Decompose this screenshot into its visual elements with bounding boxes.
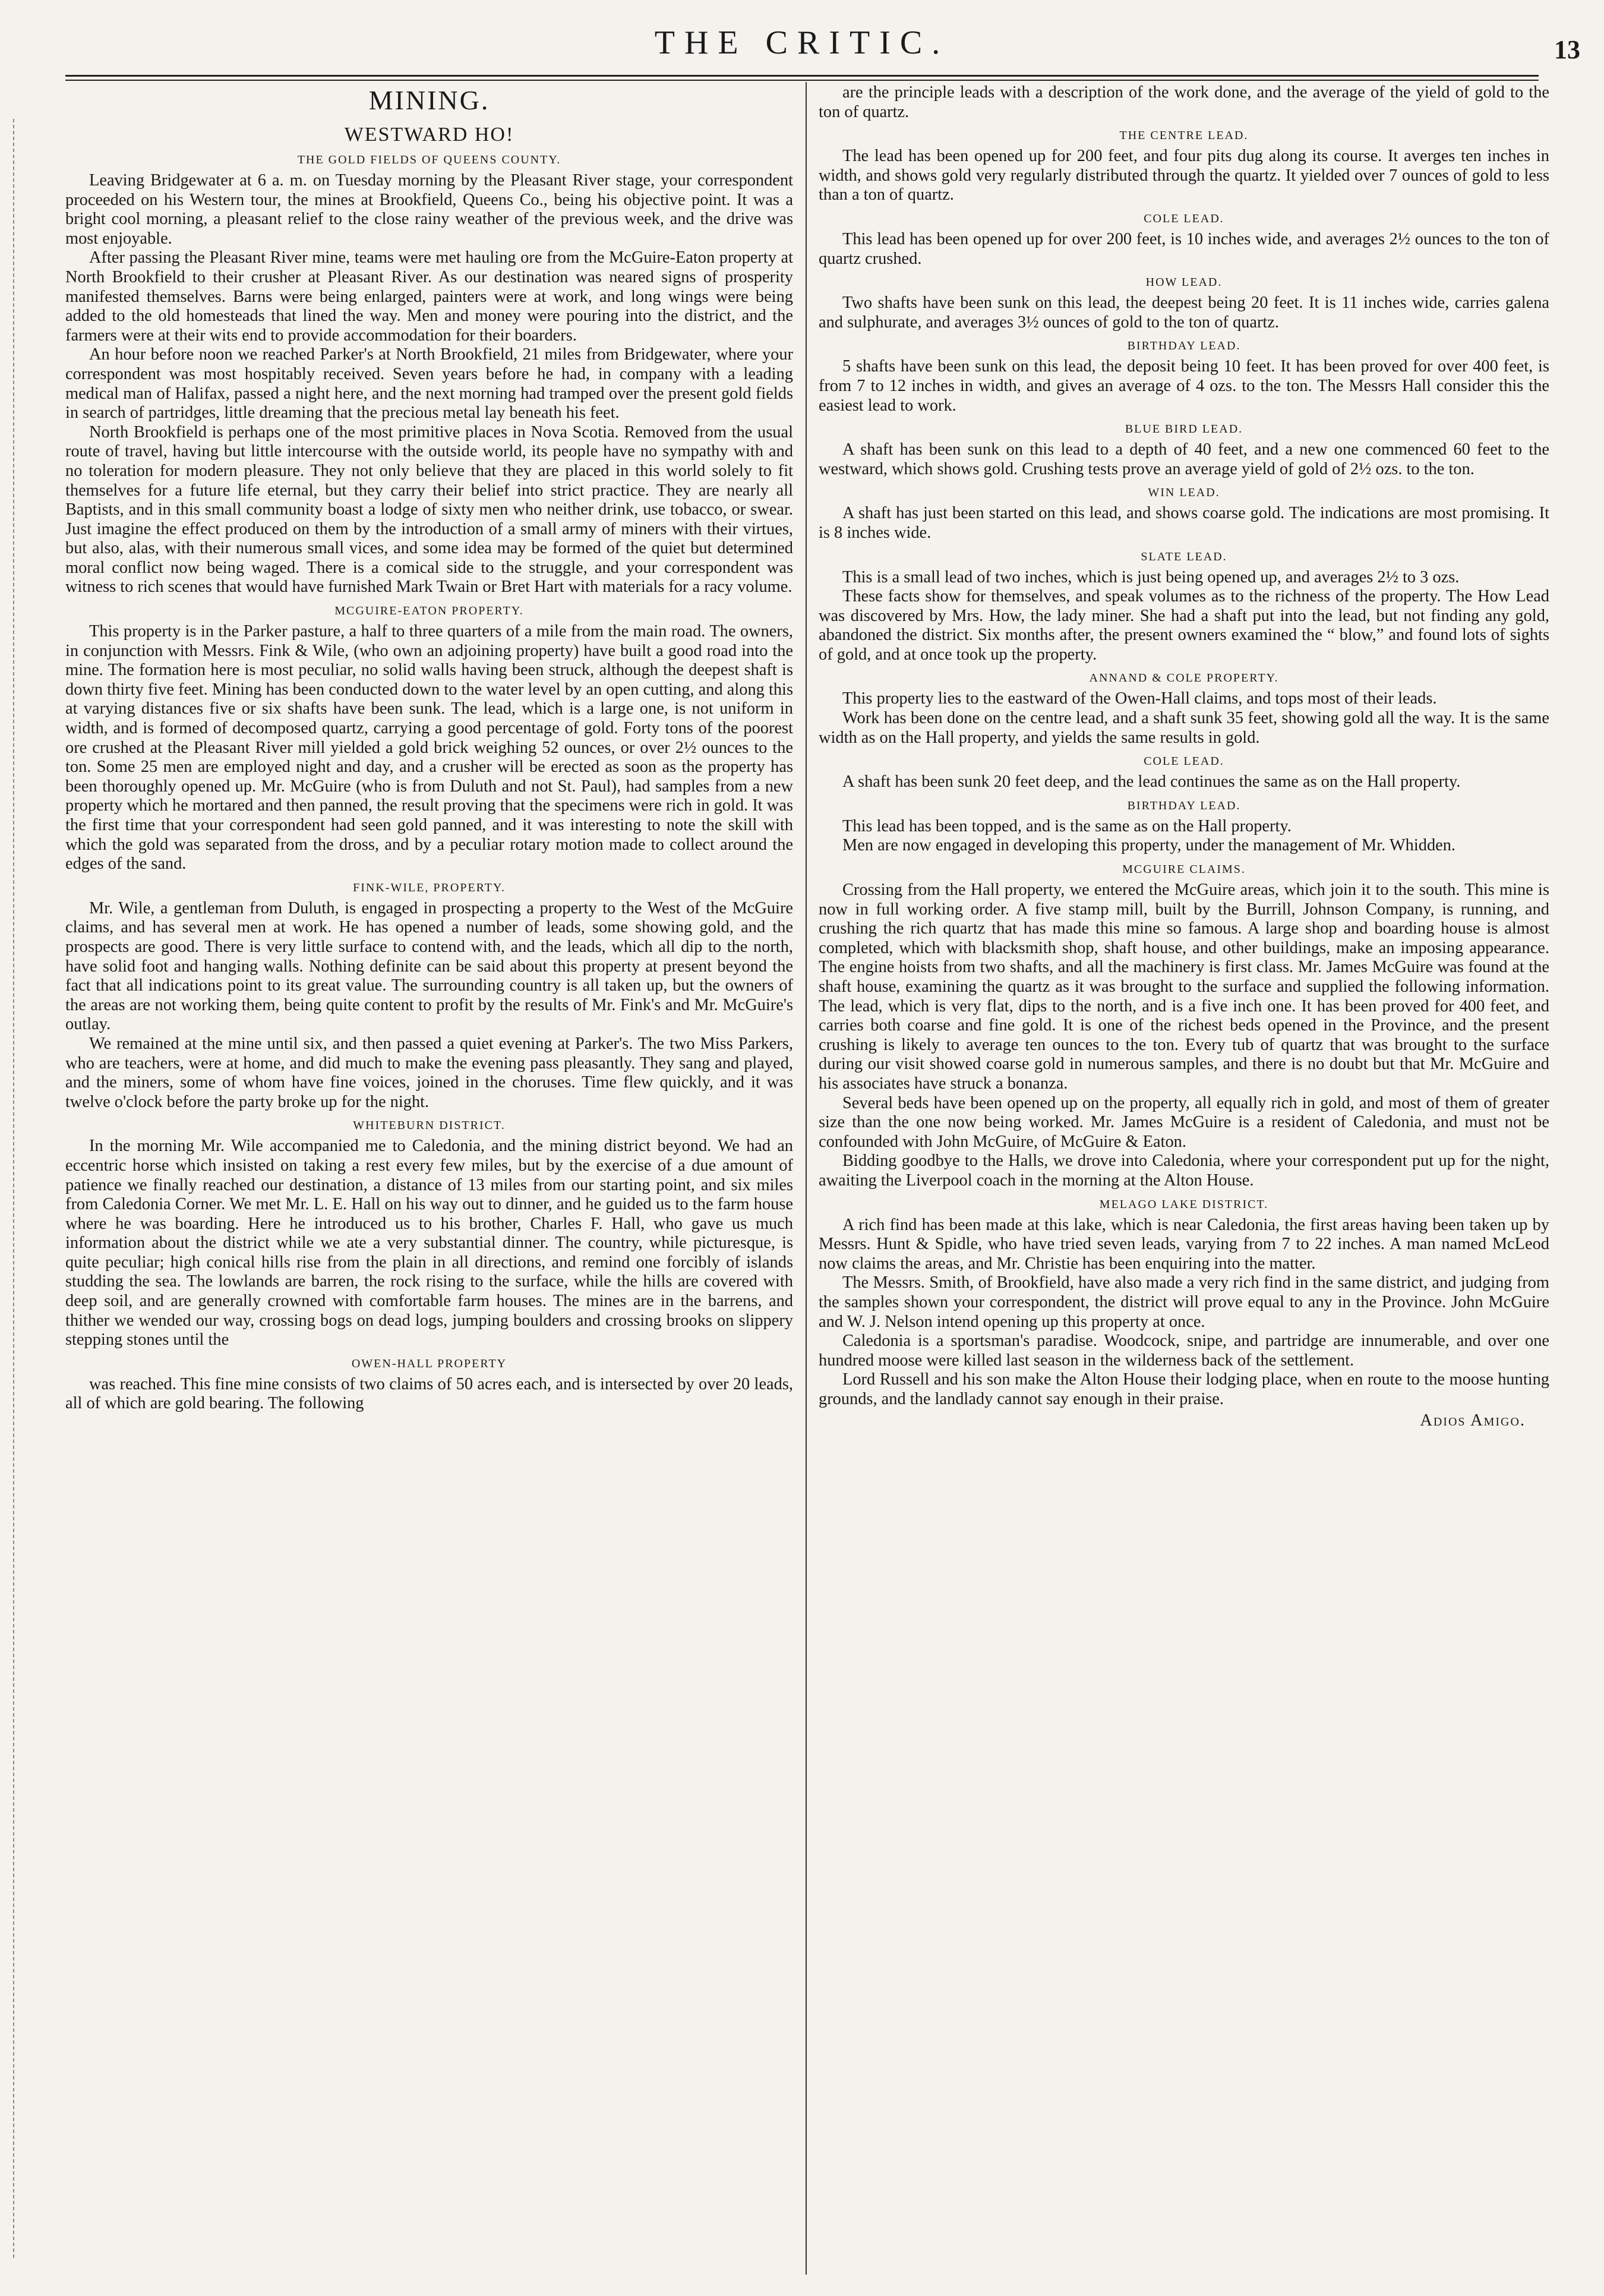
masthead-rule	[65, 75, 1539, 77]
subheading: COLE LEAD.	[1144, 755, 1224, 768]
paragraph: A shaft has just been started on this lead, and shows coarse gold. The indications are most promising. It is 8 inches wide.	[819, 504, 1549, 542]
page-number: 13	[1554, 35, 1580, 64]
subheading: HOW LEAD.	[1145, 276, 1223, 289]
paragraph: Two shafts have been sunk on this lead, the deepest being 20 feet. It is 11 inches wide, carries galena and sulphurate, and averages 3½ ounces of gold to the ton of quartz.	[819, 294, 1549, 332]
paragraph: Caledonia is a sportsman's paradise. Woodcock, snipe, and partridge are innumerable, and over one hundred moose were killed last season in the wilderness back of the settlement.	[819, 1332, 1549, 1370]
left-column	[65, 83, 793, 2270]
masthead	[65, 13, 1580, 70]
right-column	[819, 83, 1549, 2270]
column-divider	[806, 82, 807, 2275]
paragraph: was reached. This fine mine consists of two claims of 50 acres each, and is intersected by over 20 leads, all of which are gold bearing. The following	[65, 1374, 793, 1413]
paragraph: After passing the Pleasant River mine, teams were met hauling ore from the McGuire-Eaton property at North Brookfield to their crusher at Pleasant River. As our destination was neared signs of prosperity manifested themselves. Barns were being enlarged, painters were at work, and long wings were being added to the old homesteads that lined the way. Men and money were pouring into the district, and the farmers were at their wits end to provide accommodation for their boarders.	[65, 248, 793, 345]
paragraph: Crossing from the Hall property, we entered the McGuire areas, which join it to the south. This mine is now in full working order. A five stamp mill, built by the Burrill, Johnson Company, is running, and crushing the rich quartz that has made this mine so famous. A large shop and boarding house is almost completed, which with blacksmith shop, shaft house, and other buildings, make an imposing appearance. The engine hoists from two shafts, and all the machinery is first class. Mr. James McGuire was found at the shaft house, examining the quartz as it was brought to the surface and supplied the following information. The lead, which is very flat, dips to the north, and is a five inch one. It has been proved for 400 feet, and carries both coarse and fine gold. It is one of the richest beds opened in the Province, and the present crushing is likely to average ten ounces to the ton. Every tub of quartz that was brought to the surface during our visit showed coarse gold in numerous samples, and there is no doubt but that Mr. McGuire and his associates have struck a bonanza.	[819, 881, 1549, 1093]
paragraph: Men are now engaged in developing this property, under the management of Mr. Whidden.	[842, 836, 1456, 855]
subheading: WHITEBURN DISTRICT.	[353, 1119, 506, 1133]
subheading: THE CENTRE LEAD.	[1119, 129, 1249, 143]
paragraph: An hour before noon we reached Parker's at North Brookfield, 21 miles from Bridgewater, where your correspondent was most hospitably received. Seven years before he had, in company with a leading medical man of Halifax, passed a night here, and the next morning had tramped over the present gold fields in search of partridges, little dreaming that the precious metal lay beneath his feet.	[65, 345, 793, 422]
article-title: WESTWARD HO!	[344, 124, 514, 146]
subheading: BIRTHDAY LEAD.	[1127, 339, 1241, 353]
subheading: THE GOLD FIELDS OF QUEENS COUNTY.	[297, 153, 561, 166]
subheading: BIRTHDAY LEAD.	[1127, 799, 1241, 812]
paragraph: This is a small lead of two inches, which is just being opened up, and averages 2½ to 3 ozs.	[842, 567, 1460, 586]
paragraph: Bidding goodbye to the Halls, we drove into Caledonia, where your correspondent put up for the night, awaiting the Liverpool coach in the morning at the Alton House.	[819, 1152, 1549, 1190]
subheading: BLUE BIRD LEAD.	[1125, 422, 1243, 436]
subheading: MCGUIRE-EATON PROPERTY.	[334, 604, 524, 618]
paragraph: This property lies to the eastward of the Owen-Hall claims, and tops most of their leads.	[842, 689, 1437, 708]
paragraph: This lead has been opened up for over 200 feet, is 10 inches wide, and averages 2½ ounces to the ton of quartz crushed.	[819, 229, 1549, 268]
paragraph: The lead has been opened up for 200 feet, and four pits dug along its course. It averges ten inches in width, and shows gold very regularly distributed through the quartz. It yielded over 7 ounces of gold to less than a ton of quartz.	[819, 147, 1549, 204]
paragraph: are the principle leads with a description of the work done, and the average of the yield of gold to the ton of quartz.	[819, 83, 1549, 121]
subheading: MELAGO LAKE DISTRICT.	[1099, 1197, 1269, 1211]
subheading: WIN LEAD.	[1148, 486, 1220, 500]
newspaper-title: THE CRITIC.	[654, 24, 950, 61]
paragraph: This property is in the Parker pasture, a half to three quarters of a mile from the main road. The owners, in conjunction with Messrs. Fink & Wile, (who own an adjoining property) have built a good road into the mine. The formation here is most peculiar, no solid walls having been struck, although the deepest shaft is down thirty five feet. Mining has been conducted down to the water level by an open cutting, and along this at varying distances five or six shafts have been sunk. The lead, which is a large one, is not uniform in width, and is formed of decomposed quartz, carrying a good percentage of gold. Forty tons of the poorest ore crushed at the Pleasant River mill yielded a gold brick weighing 52 ounces, or over 2½ ounces to the ton. Some 25 men are employed night and day, and a crusher will be erected as soon as the property has been thoroughly opened up. Mr. McGuire (who is from Duluth and not St. Paul), had samples from a new property which he mortared and then panned, the result proving that the specimens were rich in gold. It was the first time that your correspondent had seen gold panned, and it was interesting to note the skill with which the gold was separated from the dross, and by a peculiar rotary motion made to collect around the edges of the sand.	[65, 622, 793, 873]
paragraph: A shaft has been sunk on this lead to a depth of 40 feet, and a new one commenced 60 feet to the westward, which shows gold. Crushing tests prove an average yield of gold of 2½ ozs. to the ton.	[819, 440, 1549, 478]
paragraph: In the morning Mr. Wile accompanied me to Caledonia, and the mining district beyond. We had an eccentric horse which insisted on taking a rest every few miles, but by the exercise of a due amount of patience we finally reached our destination, a distance of 13 miles from our starting point, and six miles from Caledonia Corner. We met Mr. L. E. Hall on his way out to dinner, and he guided us to the farm house where he was boarding. Here he introduced us to his brother, Charles F. Hall, who gave us much information about the district while we ate a very substantial dinner. The country, while picturesque, is quite peculiar; high conical hills rise from the plain in all directions, and remind one forcibly of islands studding the sea. The lowlands are barren, the rock rising to the surface, while the hills are covered with deep soil, and are generally crowned with comfortable farm houses. The mines are in the barrens, and thither we wended our way, crossing bogs on dead logs, jumping boulders and crossing brooks on slippery stepping stones until the	[65, 1137, 793, 1349]
paragraph: Work has been done on the centre lead, and a shaft sunk 35 feet, showing gold all the way. It is the same width as on the Hall property, and yields the same results in gold.	[819, 709, 1549, 747]
paragraph: Lord Russell and his son make the Alton House their lodging place, when en route to the moose hunting grounds, and the landlady cannot say enough in their praise.	[819, 1370, 1549, 1408]
paragraph: Leaving Bridgewater at 6 a. m. on Tuesday morning by the Pleasant River stage, your correspondent proceeded on his Western tour, the mines at Brookfield, Queens Co., being his objective point. It was a bright cool morning, a pleasant relief to the close rainy weather of the previous week, and the drive was most enjoyable.	[65, 171, 793, 248]
paragraph: We remained at the mine until six, and then passed a quiet evening at Parker's. The two Miss Parkers, who are teachers, were at home, and did much to make the evening pass pleasantly. They sang and played, and the miners, some of whom have fine voices, joined in the choruses. Time flew quickly, and it was twelve o'clock before the party broke up for the night.	[65, 1034, 793, 1111]
paragraph: A rich find has been made at this lake, which is near Caledonia, the first areas having been taken up by Messrs. Hunt & Spidle, who have tried seven leads, varying from 7 to 22 inches. A man named McLeod now claims the areas, and Mr. Christie has been enquiring into the matter.	[819, 1215, 1549, 1273]
paragraph: Several beds have been opened up on the property, all equally rich in gold, and most of them of greater size than the one now being worked. Mr. James McGuire is a resident of Caledonia, and must not be confounded with John McGuire, of McGuire & Eaton.	[819, 1093, 1549, 1151]
subheading: MCGUIRE CLAIMS.	[1122, 863, 1246, 876]
signature: Adios Amigo.	[1420, 1411, 1526, 1430]
paragraph: These facts show for themselves, and speak volumes as to the richness of the property. The How Lead was discovered by Mrs. How, the lady miner. She had a shaft put into the lead, but not finding any gold, abandoned the district. Six months after, the present owners examined the “ blow,” and found lots of sights of gold, and at once took up the property.	[819, 587, 1549, 664]
paragraph: This lead has been topped, and is the same as on the Hall property.	[842, 816, 1292, 835]
paragraph: 5 shafts have been sunk on this lead, the deposit being 10 feet. It has been proved for over 400 feet, is from 7 to 12 inches in width, and gives an average of 4 ozs. to the ton. The Messrs Hall consider this the easiest lead to work.	[819, 357, 1549, 415]
subheading: ANNAND & COLE PROPERTY.	[1089, 671, 1279, 685]
paragraph: North Brookfield is perhaps one of the most primitive places in Nova Scotia. Removed from the usual route of travel, having but little intercourse with the outside world, its people have no sympathy with and no toleration for modern pleasure. They not only believe that they are placed in this world solely to fit themselves for a future life eternal, but they carry their belief into strict practice. They are nearly all Baptists, and in this small community boast a lodge of sixty men who neither drink, use tobacco, or swear. Just imagine the effect produced on them by the introduction of a small army of miners with their virtues, but also, alas, with their numerous small vices, and some idea may be formed of the quiet but determined moral conflict now being waged. There is a comical side to the struggle, and your correspondent was witness to rich scenes that would have furnished Mark Twain or Bret Hart with materials for a racy volume.	[65, 422, 793, 597]
left-column-body	[65, 152, 793, 1414]
section-title: MINING.	[368, 85, 490, 115]
paragraph: A shaft has been sunk 20 feet deep, and the lead continues the same as on the Hall property.	[842, 772, 1461, 791]
masthead-rule-thin	[65, 80, 1539, 81]
paragraph: Mr. Wile, a gentleman from Duluth, is engaged in prospecting a property to the West of the McGuire claims, and has several men at work. He has opened a number of leads, some showing gold, and the prospects are good. There is very little surface to contend with, and the leads, which all dip to the north, have solid foot and hanging walls. Nothing definite can be said about this property at present beyond the fact that all indications point to its great value. The surrounding country is all taken up, but the owners of the areas are not working them, being quite content to profit by the results of Mr. Fink's and Mr. McGuire's outlay.	[65, 898, 793, 1034]
subheading: FINK-WILE, PROPERTY.	[353, 881, 506, 894]
subheading: OWEN-HALL PROPERTY	[351, 1357, 507, 1370]
right-column-body	[819, 83, 1549, 1431]
subheading: SLATE LEAD.	[1141, 550, 1227, 563]
binding-margin-mark	[13, 119, 14, 2258]
subheading: COLE LEAD.	[1144, 212, 1224, 225]
paragraph: The Messrs. Smith, of Brookfield, have also made a very rich find in the same district, and judging from the samples shown your correspondent, the district will prove equal to any in the Province. John McGuire and W. J. Nelson intend opening up this property at once.	[819, 1273, 1549, 1331]
